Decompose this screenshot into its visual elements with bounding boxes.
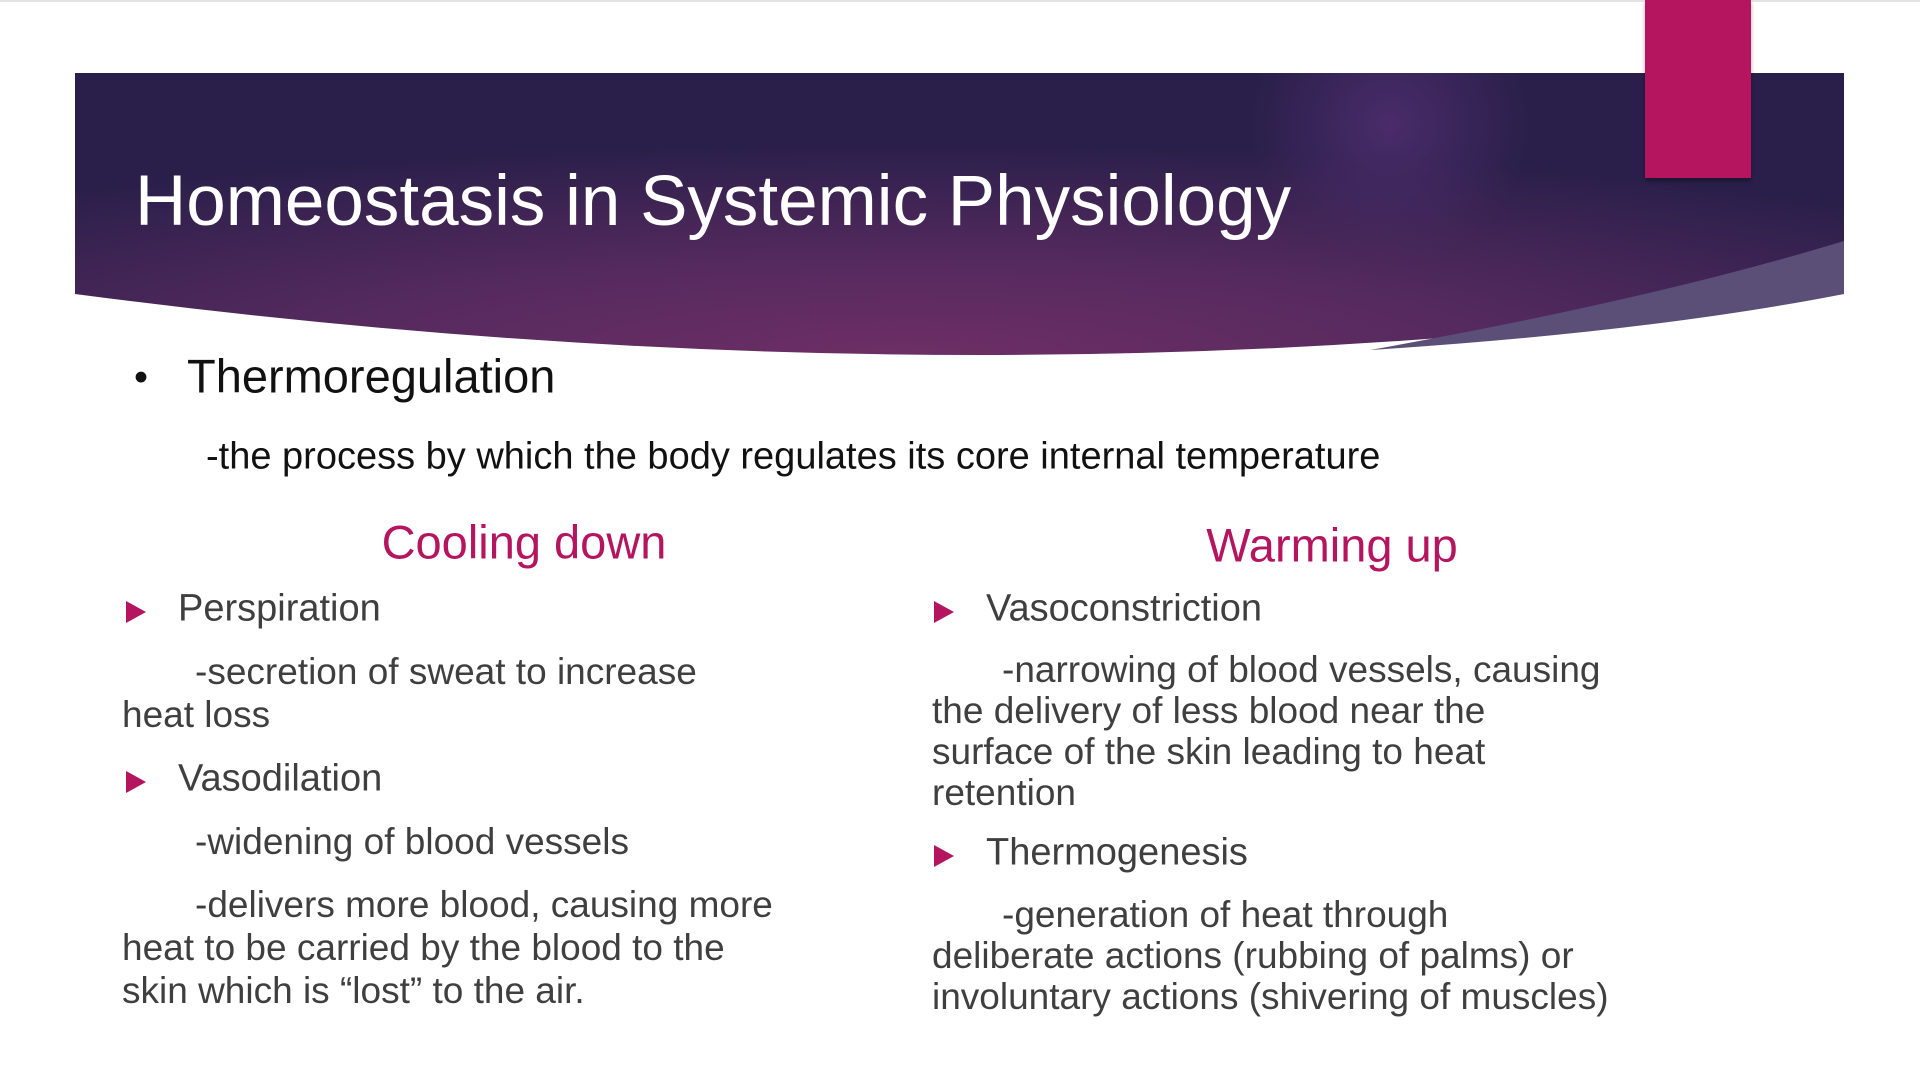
accent-bar bbox=[1645, 0, 1751, 178]
warming-heading: Warming up bbox=[1206, 518, 1458, 572]
cooling-item-text: skin which is “lost” to the air. bbox=[122, 970, 585, 1011]
warming-item-text: -narrowing of blood vessels, causing bbox=[1002, 649, 1601, 690]
banner-glow bbox=[1250, 73, 1540, 260]
triangle-bullet-icon bbox=[126, 771, 146, 793]
cooling-item-label: Perspiration bbox=[178, 587, 381, 630]
slide-title: Homeostasis in Systemic Physiology bbox=[135, 162, 1292, 241]
topic-heading: Thermoregulation bbox=[187, 349, 556, 403]
topic-definition: -the process by which the body regulates its core internal temperature bbox=[206, 435, 1381, 478]
cooling-item-text: -delivers more blood, causing more bbox=[195, 884, 773, 925]
triangle-bullet-icon bbox=[934, 845, 954, 867]
warming-item-text: the delivery of less blood near the bbox=[932, 690, 1486, 731]
warming-item-label: Vasoconstriction bbox=[986, 587, 1262, 630]
cooling-item-text: -widening of blood vessels bbox=[195, 821, 629, 862]
warming-item-text: deliberate actions (rubbing of palms) or bbox=[932, 935, 1574, 976]
cooling-item-text: heat loss bbox=[122, 694, 271, 735]
triangle-bullet-icon bbox=[126, 601, 146, 623]
cooling-item-text: -secretion of sweat to increase bbox=[195, 651, 697, 692]
warming-item-text: surface of the skin leading to heat bbox=[932, 731, 1486, 772]
warming-item-text: involuntary actions (shivering of muscles) bbox=[932, 976, 1609, 1017]
warming-item-text: retention bbox=[932, 772, 1076, 813]
bullet-dot: • bbox=[134, 355, 149, 400]
cooling-item-label: Vasodilation bbox=[178, 757, 383, 800]
cooling-item-text: heat to be carried by the blood to the bbox=[122, 927, 725, 968]
triangle-bullet-icon bbox=[934, 601, 954, 623]
warming-item-label: Thermogenesis bbox=[986, 831, 1248, 874]
cooling-heading: Cooling down bbox=[381, 515, 667, 569]
warming-item-text: -generation of heat through bbox=[1002, 894, 1449, 935]
